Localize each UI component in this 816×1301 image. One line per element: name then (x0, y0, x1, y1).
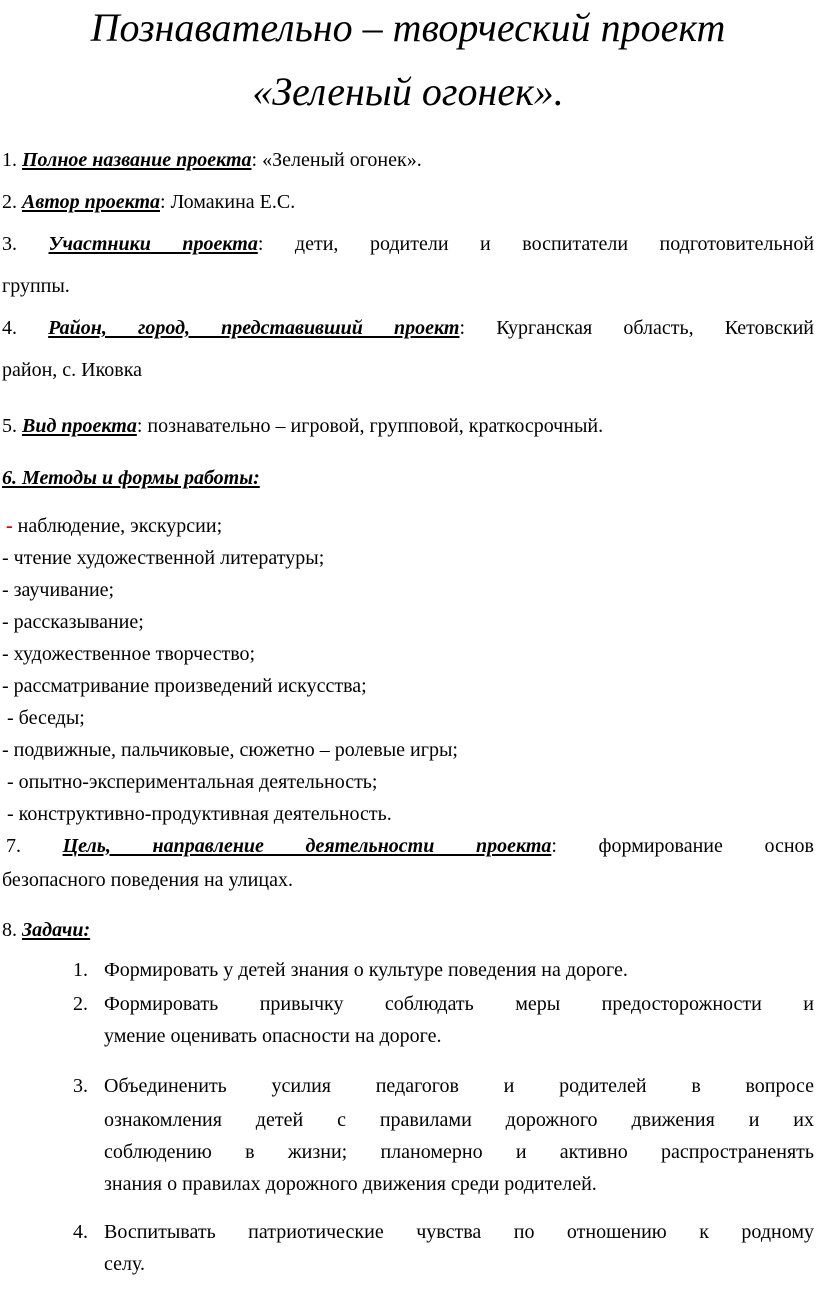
methods-item-first (6, 514, 222, 538)
methods-item: - художественное творчество; (2, 643, 256, 665)
section-project-type (2, 414, 603, 438)
section-separator: : (136, 415, 143, 437)
task-text: умение оценивать опасности на дороге. (104, 1025, 442, 1047)
methods-item: - опытно-экспериментальная деятельность; (2, 771, 378, 793)
task-number: 1. (73, 959, 88, 981)
section-participants-continued: группы. (2, 275, 70, 297)
section-label: Вид проекта (22, 415, 137, 437)
section-region (2, 316, 814, 340)
section-value: познавательно – игровой, групповой, краткосрочный. (142, 415, 604, 437)
section-value: Ломакина Е.С. (165, 191, 296, 213)
task-text: знания о правилах дорожного движения среди родителей. (104, 1173, 597, 1195)
section-label: Задачи: (22, 919, 91, 941)
task-text: Формировать у детей знания о культуре поведения на дороге. (104, 959, 628, 981)
section-goal-continued: безопасного поведения на улицах. (2, 869, 293, 891)
task-text: селу. (104, 1253, 145, 1275)
section-goal (6, 834, 814, 858)
section-number: 2. (2, 191, 17, 213)
page-title-line-2: «Зеленый огонек». (252, 69, 564, 114)
methods-item: - рассматривание произведений искусства; (2, 675, 367, 697)
task-number: 3. (73, 1075, 88, 1097)
section-label: Участники проекта (48, 233, 258, 255)
methods-item: - чтение художественной литературы; (2, 547, 325, 569)
methods-item: - конструктивно-продуктивная деятельность. (2, 803, 392, 825)
task-text: Воспитывать патриотические чувства по отношению к родному (104, 1221, 814, 1243)
section-number: 8. (2, 919, 17, 941)
dash-marker: - (6, 515, 13, 537)
section-separator: : (160, 191, 166, 213)
section-label: Полное название проекта (22, 149, 252, 171)
section-value: «Зеленый огонек». (257, 149, 422, 171)
section-label: 6. Методы и формы работы: (2, 467, 260, 489)
section-number: 3. (2, 233, 17, 255)
methods-item: - подвижные, пальчиковые, сюжетно – ролевые игры; (2, 739, 458, 761)
section-author (2, 190, 295, 214)
section-project-name (2, 148, 422, 172)
methods-item: - беседы; (2, 707, 85, 729)
section-separator: : (551, 835, 557, 857)
section-number: 5. (2, 415, 17, 437)
task-text: соблюдению в жизни; планомерно и активно распространенять (104, 1141, 814, 1163)
section-region-continued: район, с. Иковка (2, 359, 143, 381)
task-text: Формировать привычку соблюдать меры предосторожности и (104, 993, 814, 1015)
section-separator: : (257, 233, 264, 255)
section-tasks-heading (2, 918, 90, 942)
section-number: 7. (6, 835, 21, 857)
section-value: дети, родители и воспитатели подготовительной (294, 233, 815, 255)
section-participants (2, 232, 814, 256)
task-text: Объединенить усилия педагогов и родителей в вопросе (104, 1075, 814, 1097)
methods-item: - рассказывание; (2, 611, 144, 633)
task-number: 4. (73, 1221, 88, 1243)
section-number: 4. (2, 317, 17, 339)
section-label: Цель, направление деятельности проекта (62, 835, 552, 857)
section-value: Курганская область, Кетовский (496, 317, 814, 339)
section-value: формирование основ (598, 835, 814, 857)
section-number: 1. (2, 149, 17, 171)
section-label: Район, город, представивший проект (48, 317, 460, 339)
task-number: 2. (73, 993, 88, 1015)
section-label: Автор проекта (22, 191, 160, 213)
methods-item: - заучивание; (2, 579, 115, 601)
section-separator: : (251, 149, 258, 171)
task-text: ознакомления детей с правилами дорожного движения и их (104, 1109, 814, 1131)
section-separator: : (459, 317, 466, 339)
page-title-line-1: Познавательно – творческий проект (90, 5, 726, 50)
section-methods-heading (2, 466, 260, 490)
methods-item-text: наблюдение, экскурсии; (12, 515, 223, 537)
